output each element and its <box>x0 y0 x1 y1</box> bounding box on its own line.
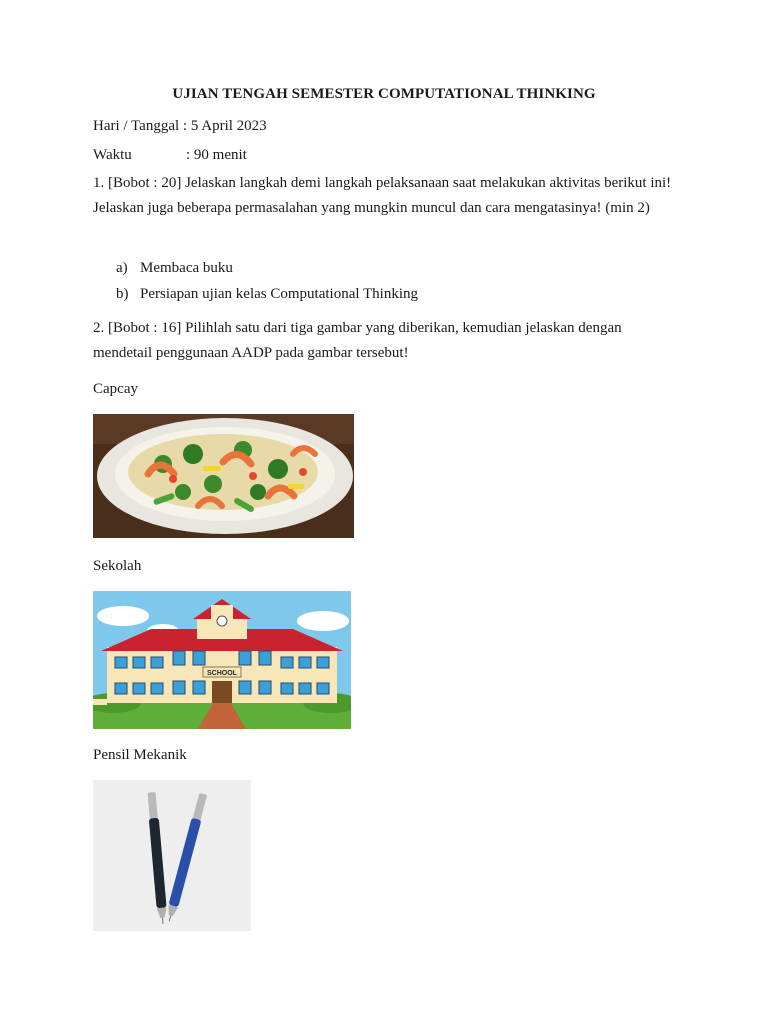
list-item-text: Persiapan ujian kelas Computational Thinking <box>140 286 419 302</box>
time-separator: : <box>186 147 194 163</box>
question-2: 2. [Bobot : 16] Pilihlah satu dari tiga gambar yang diberikan, kemudian jelaskan dengan mendetail penggunaan AADP pada gambar tersebut! <box>93 320 622 361</box>
list-marker: b) <box>116 286 129 302</box>
time-label: Waktu <box>93 147 132 163</box>
mechanical-pencil-image <box>93 780 251 931</box>
time-line <box>93 145 247 165</box>
school-sign-text: SCHOOL <box>207 670 237 677</box>
image-caption-capcay: Capcay <box>93 381 138 397</box>
question-1-item-a <box>116 258 233 278</box>
time-value: 90 menit <box>193 147 247 163</box>
page-title: UJIAN TENGAH SEMESTER COMPUTATIONAL THINKING <box>172 86 596 102</box>
capcay-image <box>93 414 354 538</box>
date-line <box>93 116 267 136</box>
image-caption-pensil-mekanik: Pensil Mekanik <box>93 747 187 763</box>
date-value: 5 April 2023 <box>190 118 267 134</box>
date-label: Hari / Tanggal <box>93 118 180 134</box>
question-1-item-b <box>116 284 418 304</box>
question-1: 1. [Bobot : 20] Jelaskan langkah demi langkah pelaksanaan saat melakukan aktivitas berikut ini! Jelaskan juga beberapa permasalahan yang mungkin muncul dan cara mengatasinya! (min 2) <box>93 175 672 216</box>
date-separator: : <box>179 118 191 134</box>
image-caption-sekolah: Sekolah <box>93 558 142 574</box>
list-marker: a) <box>116 260 128 276</box>
list-item-text: Membaca buku <box>140 260 233 276</box>
school-image <box>93 591 351 729</box>
